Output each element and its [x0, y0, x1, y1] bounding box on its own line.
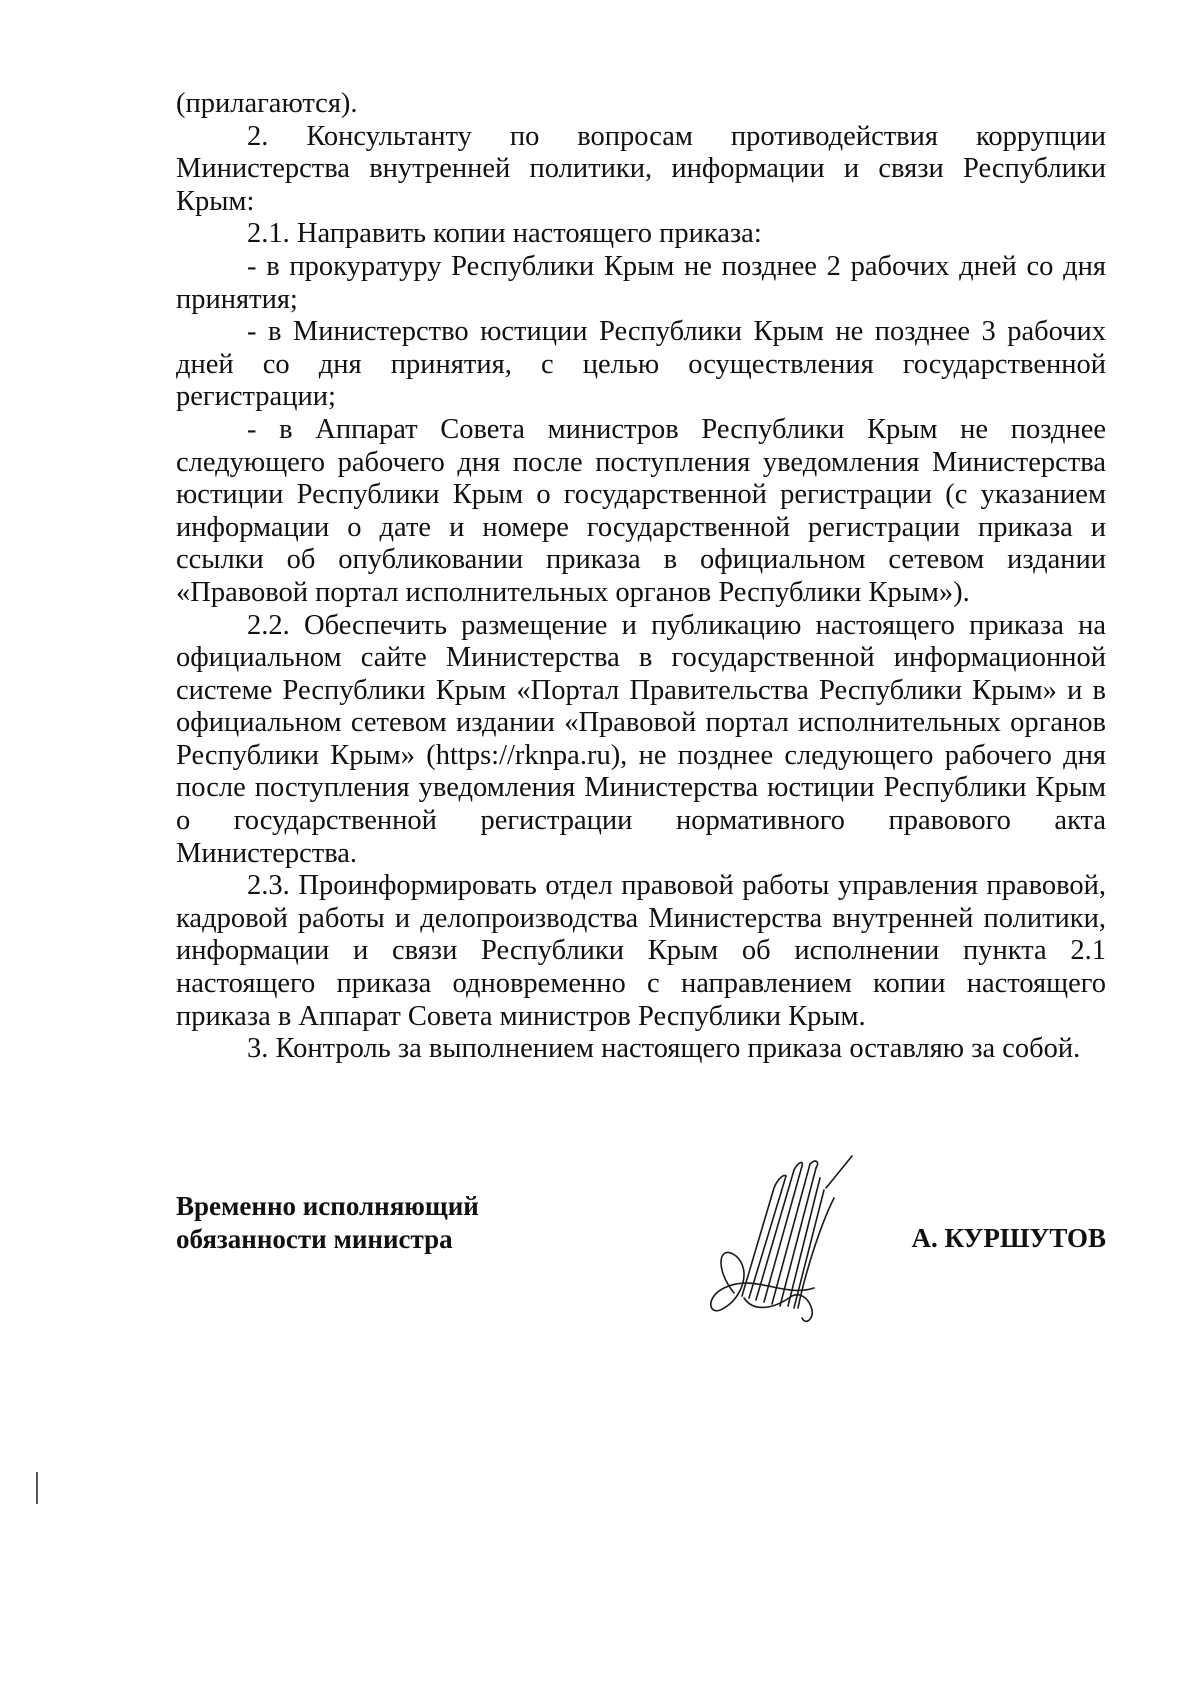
paragraph-item-2-3: 2.3. Проинформировать отдел правовой работы управления правовой, кадровой работы и делопроизводства Министерства внутренней политики, информации и связи Республики Крым об исполнении пункта 2.1 настоящего приказа одновременно с направлением копии настоящего приказа в Аппарат Совета министров Республики Крым.	[176, 870, 1106, 1032]
signatory-position-line-1: Временно исполняющий	[176, 1191, 479, 1221]
paragraph-item-2-1: 2.1. Направить копии настоящего приказа:	[247, 218, 762, 250]
paragraph-bullet-ministry-justice: - в Министерство юстиции Республики Крым не позднее 3 рабочих дней со дня принятия, с целью осуществления государственной регистрации;	[176, 316, 1106, 413]
document-body	[176, 88, 1106, 1066]
signatory-position-line-2: обязанности министра	[176, 1224, 453, 1254]
signature-block	[176, 1190, 1106, 1340]
paragraph-continuation: (прилагаются).	[176, 88, 358, 119]
paragraph-item-2-2: 2.2. Обеспечить размещение и публикацию настоящего приказа на официальном сайте Министерства в государственной информационной системе Республики Крым «Портал Правительства Республики Крым» и в официальном сетевом издании «Правовой портал исполнительных органов Республики Крым» (https://rknpa.ru), не позднее следующего рабочего дня после поступления уведомления Министерства юстиции Республики Крым о государственной регистрации нормативного правового акта Министерства.	[176, 609, 1106, 869]
paragraph-item-3: 3. Контроль за выполнением настоящего приказа оставляю за собой.	[247, 1033, 1081, 1065]
margin-mark	[36, 1472, 38, 1504]
signatory-position	[176, 1190, 479, 1256]
signatory-name: А. КУРШУТОВ	[911, 1223, 1106, 1253]
handwritten-signature-icon	[694, 1148, 874, 1328]
paragraph-bullet-prosecutor: - в прокуратуру Республики Крым не позднее 2 рабочих дней со дня принятия;	[176, 250, 1106, 315]
paragraph-bullet-council-apparatus: - в Аппарат Совета министров Республики Крым не позднее следующего рабочего дня после поступления уведомления Министерства юстиции Республики Крым о государственной регистрации (с указанием информации о дате и номере государственной регистрации приказа и ссылки об опубликовании приказа в официальном сетевом издании «Правовой портал исполнительных органов Республики Крым»).	[176, 413, 1106, 608]
paragraph-item-2: 2. Консультанту по вопросам противодействия коррупции Министерства внутренней политики, информации и связи Республики Крым:	[176, 120, 1106, 217]
